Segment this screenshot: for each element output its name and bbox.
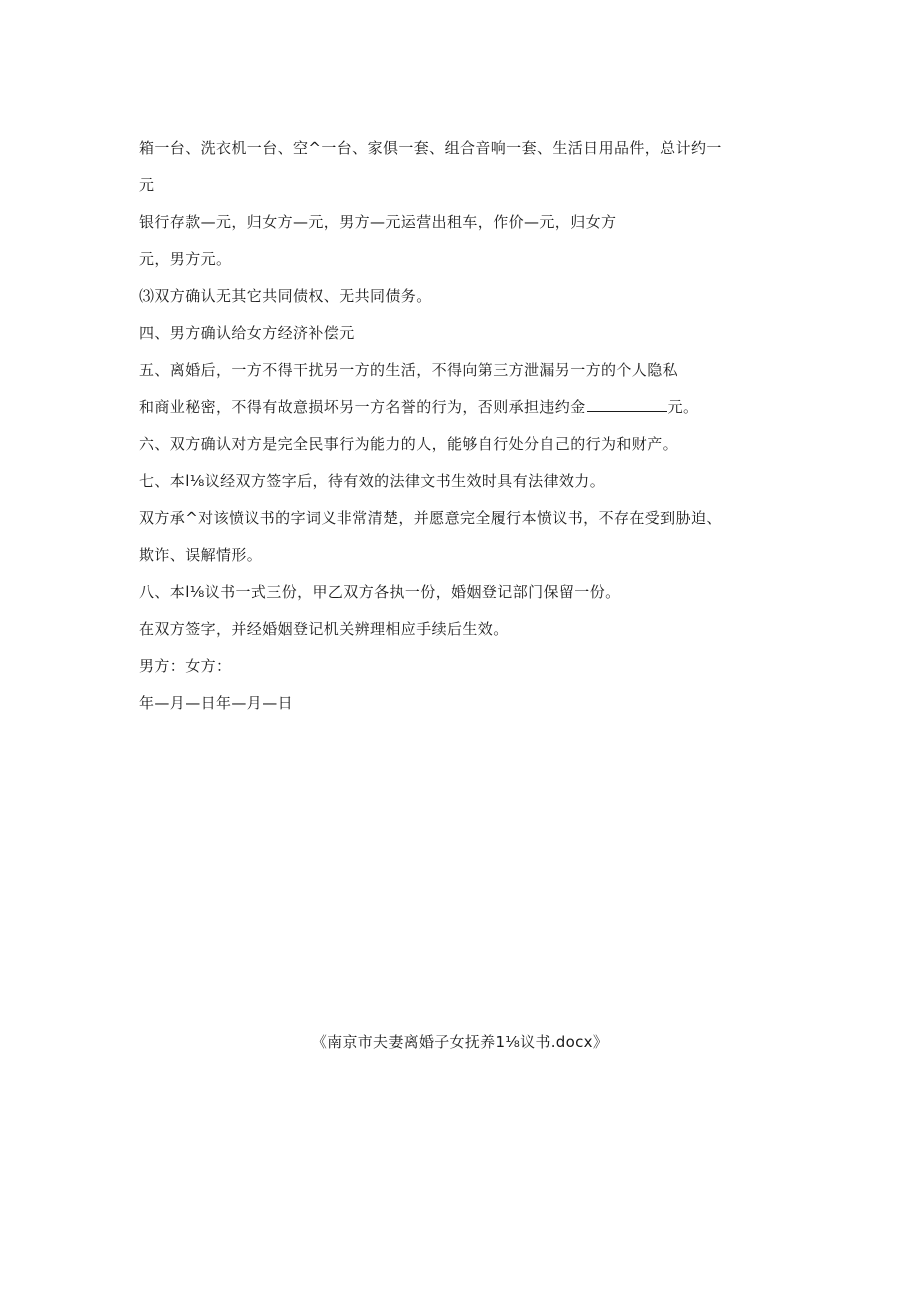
- penalty-text-after: 元。: [667, 398, 699, 416]
- text-line-3: 银行存款—元，归女方—元，男方—元运营出租车，作价—元，归女方: [139, 213, 617, 231]
- text-line-penalty: [139, 397, 799, 417]
- text-line-9: 六、双方确认对方是完全民事行为能力的人，能够自行处分自己的行为和财产。: [139, 435, 679, 453]
- penalty-text-before: 和商业秘密，不得有故意损坏另一方名誉的行为，否则承担违约金: [139, 398, 586, 416]
- text-line-10: 七、本l⅛议经双方签字后，待有效的法律文书生效时具有法律效力。: [139, 472, 606, 490]
- text-line-7: 五、离婚后，一方不得干扰另一方的生活，不得向第三方泄漏另一方的个人隐私: [139, 361, 679, 379]
- signature-parties-line: 男方：女方：: [139, 657, 232, 675]
- document-body: [139, 138, 799, 730]
- text-line-4: 元，男方元。: [139, 250, 232, 268]
- text-line-6: 四、男方确认给女方经济补偿元: [139, 324, 355, 342]
- text-line-14: 在双方签字，并经婚姻登记机关辨理相应手续后生效。: [139, 620, 509, 638]
- text-line-5: ⑶双方确认无其它共同债权、无共同债务。: [139, 287, 432, 305]
- text-line-2: 元: [139, 176, 155, 194]
- signature-date-line: 年—月—日年—月—日: [139, 694, 294, 712]
- text-line-1: 箱一台、洗衣机一台、空^一台、家俱一套、组合音响一套、生活日用品件，总计约一: [139, 139, 722, 157]
- penalty-amount-blank: [587, 397, 667, 412]
- document-filename-footer: 《南京市夫妻离婚子女抚养1⅛议书.docx》: [311, 1033, 609, 1051]
- text-line-12: 欺诈、误解情形。: [139, 546, 263, 564]
- text-line-13: 八、本l⅛议书一式三份，甲乙双方各执一份，婚姻登记部门保留一份。: [139, 583, 621, 601]
- text-line-11: 双方承^对该愤议书的字词义非常清楚，并愿意完全履行本愤议书，不存在受到胁迫、: [139, 509, 722, 527]
